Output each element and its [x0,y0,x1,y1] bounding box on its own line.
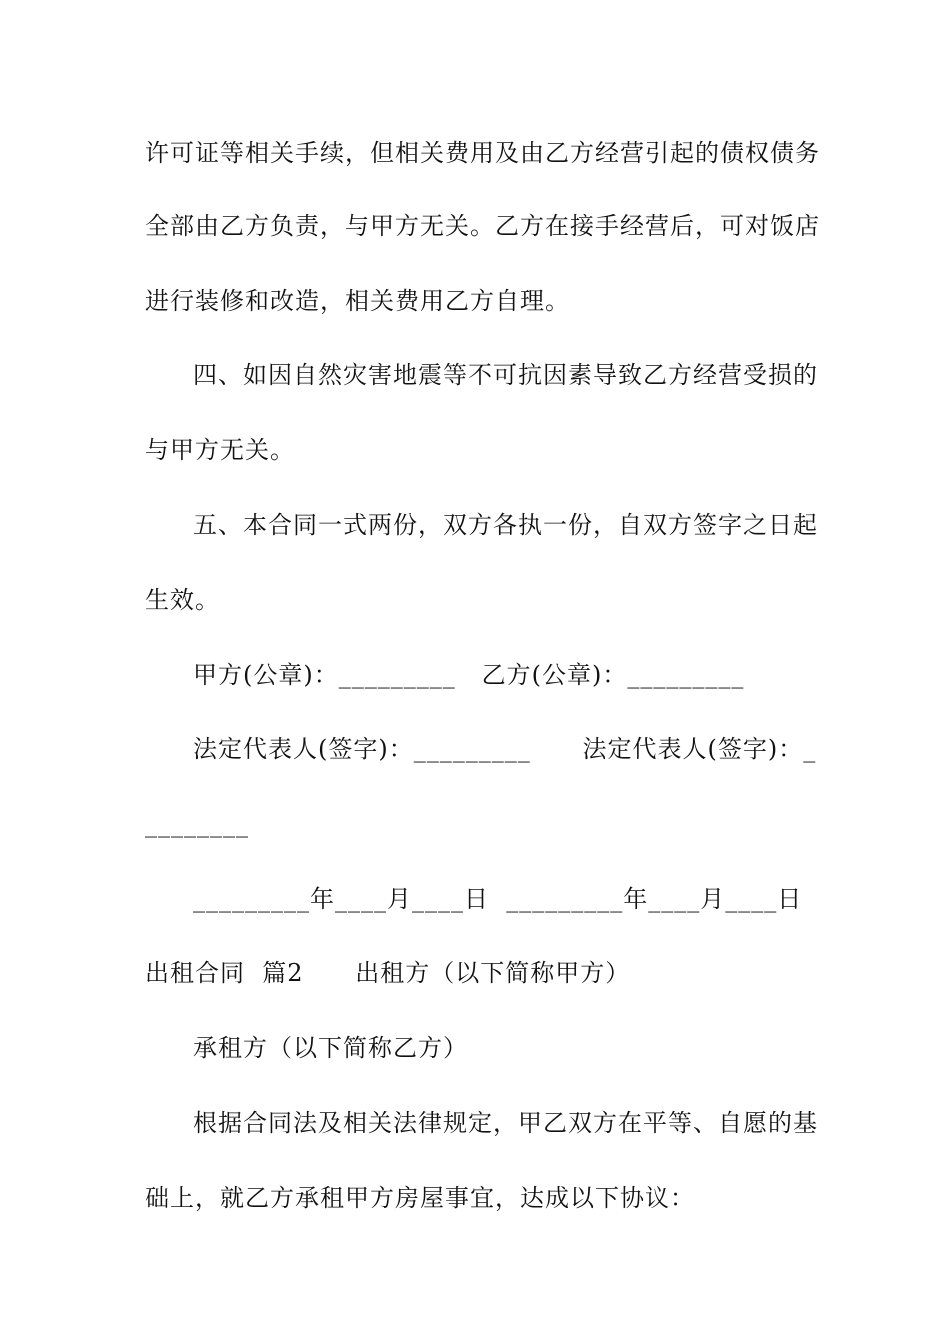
signature-continuation-line: ________ [145,810,249,838]
clause-five: 五、本合同一式两份，双方各执一份，自双方签字之日起 [193,511,818,539]
paragraph-line: 许可证等相关手续，但相关费用及由乙方经营引起的债权债务 [145,139,820,167]
paragraph-line: 进行装修和改造，相关费用乙方自理。 [145,287,570,315]
seal-signature-line: 甲方(公章)：_________ 乙方(公章)：_________ [193,661,745,689]
paragraph-line: 生效。 [145,586,220,614]
representative-signature-line: 法定代表人(签字)：_________ 法定代表人(签字)：_ [193,735,817,763]
tenant-line: 承租方（以下简称乙方） [193,1034,468,1062]
agreement-intro: 根据合同法及相关法律规定，甲乙双方在平等、自愿的基 [193,1109,818,1137]
clause-four: 四、如因自然灾害地震等不可抗因素导致乙方经营受损的 [193,361,818,389]
section-heading: 出租合同 篇2 出租方（以下简称甲方） [145,959,631,987]
paragraph-line: 与甲方无关。 [145,436,295,464]
paragraph-line: 础上，就乙方承租甲方房屋事宜，达成以下协议： [145,1184,695,1212]
date-line: _________年____月____日 _________年____月____日 [193,885,803,913]
paragraph-line: 全部由乙方负责，与甲方无关。乙方在接手经营后，可对饭店 [145,212,820,240]
